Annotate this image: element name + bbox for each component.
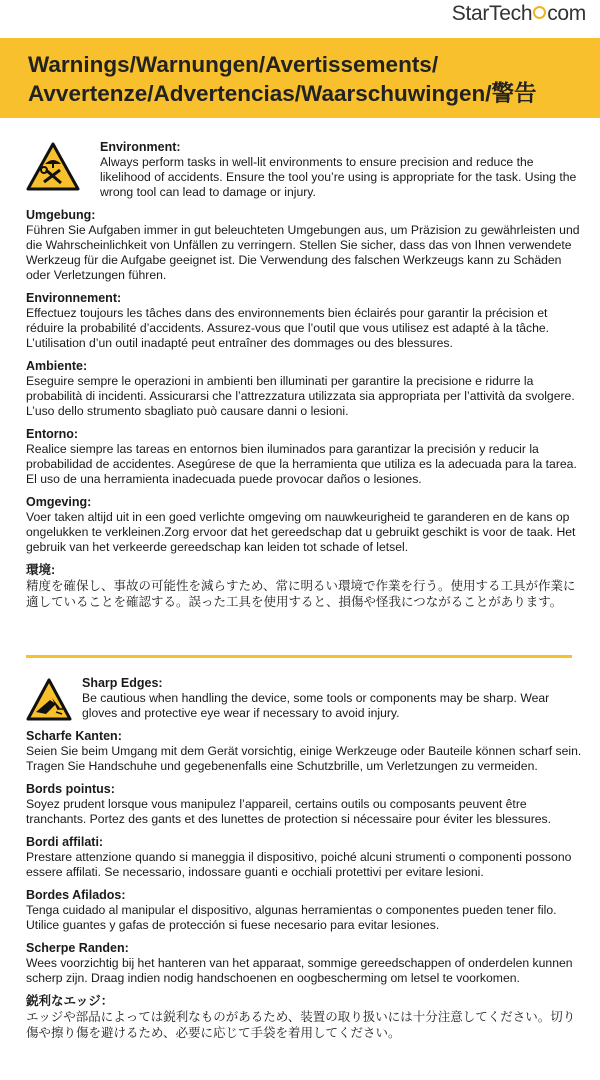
section-divider [26,655,572,658]
sharp-edges-warning-icon [26,678,72,722]
section-heading: 環境: [26,563,56,577]
section-heading: Entorno: [26,427,79,441]
section-text: Eseguire sempre le operazioni in ambienti ben illuminati per garantire la precisione e ridurre la probabilità di incidenti. Assicurarsi che l’attrezzatura utilizzata sia appropriata per l’attività da svolgere. L’uso dello strumento sbagliato può causare danni o lesioni. [26,374,575,418]
environment-section [26,140,586,618]
section-text: Voer taken altijd uit in een goed verlichte omgeving om nauwkeurigheid te garanderen en de kans op ongelukken te verkleinen.Zorg ervoor dat het gereedschap dat u gebruikt geschikt is voor de taak. Het gebruik van het verkeerde gereedschap kan leiden tot schade of letsel. [26,510,576,554]
section-text: 精度を確保し、事故の可能性を減らすため、常に明るい環境で作業を行う。使用する工具が作業に適していることを確認する。誤った工具を使用すると、損傷や怪我につながることがあります。 [26,579,576,609]
sharp-edges-fr-block [26,782,586,827]
section-heading: Environnement: [26,291,122,305]
page-title: Warnings/Warnungen/Avertissements/ Avvertenze/Advertencias/Waarschuwingen/警告 [28,52,537,106]
sharp-edges-de-block [26,729,586,774]
section-text: Be cautious when handling the device, some tools or components may be sharp. Wear gloves and protective eye wear if necessary to avoid injury. [82,691,550,720]
section-heading: Ambiente: [26,359,88,373]
environment-it-block [26,359,586,419]
section-text: Soyez prudent lorsque vous manipulez l’appareil, certains outils ou composants peuvent être tranchants. Portez des gants et des lunettes de protection si nécessaire pour éviter les blessures. [26,797,552,826]
environment-fr-block [26,291,586,351]
section-heading: Scharfe Kanten: [26,729,122,743]
section-text: エッジや部品によっては鋭利なものがあるため、装置の取り扱いには十分注意してください。切り傷や擦り傷を避けるため、必要に応じて手袋を着用してください。 [26,1010,576,1040]
section-text: Führen Sie Aufgaben immer in gut beleuchteten Umgebungen aus, um Präzision zu gewährleisten und die Wahrscheinlichkeit von Unfällen zu verringern. Stellen Sie sicher, dass das von Ihnen verwendete Werkzeug für die Aufgabe geeignet ist. Die Verwendung des falschen Werkzeugs kann zu Schäden oder Verletzungen führen. [26,223,580,282]
section-heading: Bords pointus: [26,782,115,796]
section-heading: Umgebung: [26,208,96,222]
section-text: Prestare attenzione quando si maneggia il dispositivo, poiché alcuni strumenti o componenti possono essere affilati. Se necessario, indossare guanti e occhiali protettivi per evitare lesioni. [26,850,572,879]
sharp-edges-section [26,676,586,1049]
work-environment-warning-icon [26,142,80,192]
startech-logo: StarTech com [451,2,586,25]
sharp-edges-en-block [26,676,586,721]
section-heading: Bordi affilati: [26,835,104,849]
environment-es-block [26,427,586,487]
section-text: Realice siempre las tareas en entornos bien iluminados para garantizar la precisión y reducir la probabilidad de accidentes. Asegúrese de que la herramienta que utiliza es la adecuada para la tarea. El uso de una herramienta inadecuada puede provocar daños o lesiones. [26,442,577,486]
title-banner [0,38,600,118]
section-heading: Omgeving: [26,495,92,509]
sharp-edges-ja-block [26,994,586,1041]
logo-ring-icon [533,6,546,19]
environment-ja-block [26,563,586,610]
section-heading: Bordes Afilados: [26,888,126,902]
section-heading: Sharp Edges: [82,676,163,690]
environment-nl-block [26,495,586,555]
section-text: Seien Sie beim Umgang mit dem Gerät vorsichtig, einige Werkzeuge oder Bauteile können scharf sein. Tragen Sie Handschuhe und gegebenenfalls eine Schutzbrille, um Verletzungen zu vermeiden. [26,744,582,773]
section-text: Wees voorzichtig bij het hanteren van het apparaat, sommige gereedschappen of onderdelen kunnen scherp zijn. Draag indien nodig handschoenen en oogbescherming om letsel te voorkomen. [26,956,573,985]
section-text: Effectuez toujours les tâches dans des environnements bien éclairés pour garantir la précision et réduire la probabilité d’accidents. Assurez-vous que l’outil que vous utilisez est adapté à la tâche. L’utilisation d’un outil inadapté peut entraîner des dommages ou des blessures. [26,306,550,350]
sharp-edges-nl-block [26,941,586,986]
section-text: Tenga cuidado al manipular el dispositivo, algunas herramientas o componentes pueden tener filo. Utilice guantes y gafas de protección si fuese necesario para evitar lesiones. [26,903,557,932]
sharp-edges-it-block [26,835,586,880]
section-heading: 鋭利なエッジ： [26,994,114,1008]
section-text: Always perform tasks in well-lit environments to ensure precision and reduce the likelihood of accidents. Ensure the tool you’re using is appropriate for the task. Using the wrong tool can lead to damage or injury. [100,155,577,199]
section-heading: Scherpe Randen: [26,941,129,955]
environment-de-block [26,208,586,283]
sharp-edges-es-block [26,888,586,933]
section-heading: Environment: [100,140,181,154]
environment-en-block [26,140,586,200]
